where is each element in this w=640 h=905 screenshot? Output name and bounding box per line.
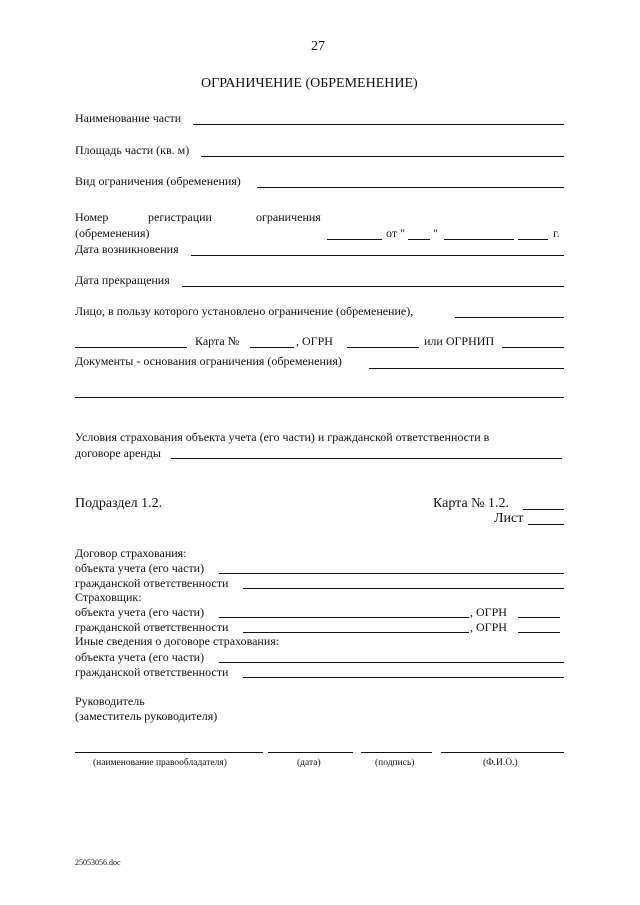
fio-field[interactable]: [441, 752, 564, 753]
footer-filename: 25053056.doc: [75, 858, 121, 867]
subsection-card-label: Карта № 1.2.: [433, 496, 510, 511]
insurer-liability-label: гражданской ответственности: [75, 620, 229, 634]
insurer-object-ogrn-field[interactable]: [518, 617, 560, 618]
date-end-field[interactable]: [182, 286, 564, 287]
other-object-field[interactable]: [219, 662, 564, 663]
part-area-label: Площадь части (кв. м): [75, 143, 190, 157]
registration-day-field[interactable]: [408, 239, 430, 240]
date-start-label: Дата возникновения: [75, 242, 179, 256]
part-area-field[interactable]: [201, 156, 564, 157]
contract-object-label: объекта учета (его части): [75, 561, 205, 575]
registration-date-from: от ": [386, 226, 405, 240]
registration-year-suffix: г.: [553, 226, 560, 240]
page-title: ОГРАНИЧЕНИЕ (ОБРЕМЕНЕНИЕ): [201, 76, 418, 91]
restriction-type-field[interactable]: [257, 187, 564, 188]
date-end-label: Дата прекращения: [75, 273, 170, 287]
beneficiary-label: Лицо, в пользу которого установлено ограничение (обременение),: [75, 304, 414, 318]
insurer-object-field[interactable]: [219, 617, 469, 618]
documents-field-continued[interactable]: [75, 397, 564, 398]
other-liability-field[interactable]: [243, 677, 564, 678]
part-name-field[interactable]: [193, 124, 564, 125]
card-number-label: Карта №: [195, 334, 240, 348]
signature-field[interactable]: [361, 752, 432, 753]
other-info-heading: Иные сведения о договоре страхования:: [75, 634, 280, 648]
ogrnip-label: или ОГРНИП: [424, 334, 495, 348]
contract-object-field[interactable]: [219, 573, 564, 574]
part-name-label: Наименование части: [75, 111, 182, 125]
insurance-conditions-field[interactable]: [171, 458, 562, 459]
insurer-object-label: объекта учета (его части): [75, 605, 205, 619]
sign-caption: (подпись): [375, 758, 415, 768]
documents-field[interactable]: [369, 368, 564, 369]
other-object-label: объекта учета (его части): [75, 650, 205, 664]
subsection-sheet-field[interactable]: [528, 524, 564, 525]
restriction-type-label: Вид ограничения (обременения): [75, 174, 241, 188]
subsection-sheet-label: Лист: [494, 511, 524, 526]
registration-number-field[interactable]: [327, 239, 382, 240]
subsection-card-field[interactable]: [523, 509, 564, 510]
insurer-object-ogrn-label: , ОГРН: [470, 605, 507, 619]
registration-label-number: Номер: [75, 210, 109, 224]
date-caption: (дата): [297, 758, 321, 768]
registration-label-line2: (обременения): [75, 226, 150, 240]
ogrn-label: , ОГРН: [296, 334, 333, 348]
insurer-liability-field[interactable]: [243, 632, 469, 633]
fio-caption: (Ф.И.О.): [483, 758, 518, 768]
date-start-field[interactable]: [191, 255, 564, 256]
registration-label-restr: ограничения: [256, 210, 321, 224]
insurer-liability-ogrn-label: , ОГРН: [470, 620, 507, 634]
owner-name-field[interactable]: [75, 752, 263, 753]
page-number: 27: [311, 39, 325, 54]
ogrnip-field[interactable]: [502, 347, 564, 348]
registration-date-quote: ": [433, 226, 438, 240]
beneficiary-field[interactable]: [455, 317, 564, 318]
owner-name-caption: (наименование правообладателя): [93, 758, 227, 768]
insurer-liability-ogrn-field[interactable]: [518, 632, 560, 633]
beneficiary-name-field[interactable]: [75, 347, 187, 348]
documents-label: Документы - основания ограничения (обременения): [75, 354, 342, 368]
card-number-field[interactable]: [250, 347, 294, 348]
registration-month-field[interactable]: [444, 239, 514, 240]
insurance-contract-heading: Договор страхования:: [75, 546, 187, 560]
contract-liability-label: гражданской ответственности: [75, 576, 229, 590]
insurer-heading: Страховщик:: [75, 590, 142, 604]
insurance-conditions-line1: Условия страхования объекта учета (его части) и гражданской ответственности в: [75, 430, 490, 444]
head-title: Руководитель: [75, 694, 145, 708]
insurance-conditions-line2: договоре аренды: [75, 446, 161, 460]
head-deputy: (заместитель руководителя): [75, 709, 218, 723]
registration-year-field[interactable]: [518, 239, 548, 240]
contract-liability-field[interactable]: [243, 588, 564, 589]
subsection-title: Подраздел 1.2.: [75, 496, 163, 511]
other-liability-label: гражданской ответственности: [75, 665, 229, 679]
ogrn-field[interactable]: [347, 347, 419, 348]
signature-date-field[interactable]: [268, 752, 353, 753]
registration-label-reg: регистрации: [148, 210, 212, 224]
